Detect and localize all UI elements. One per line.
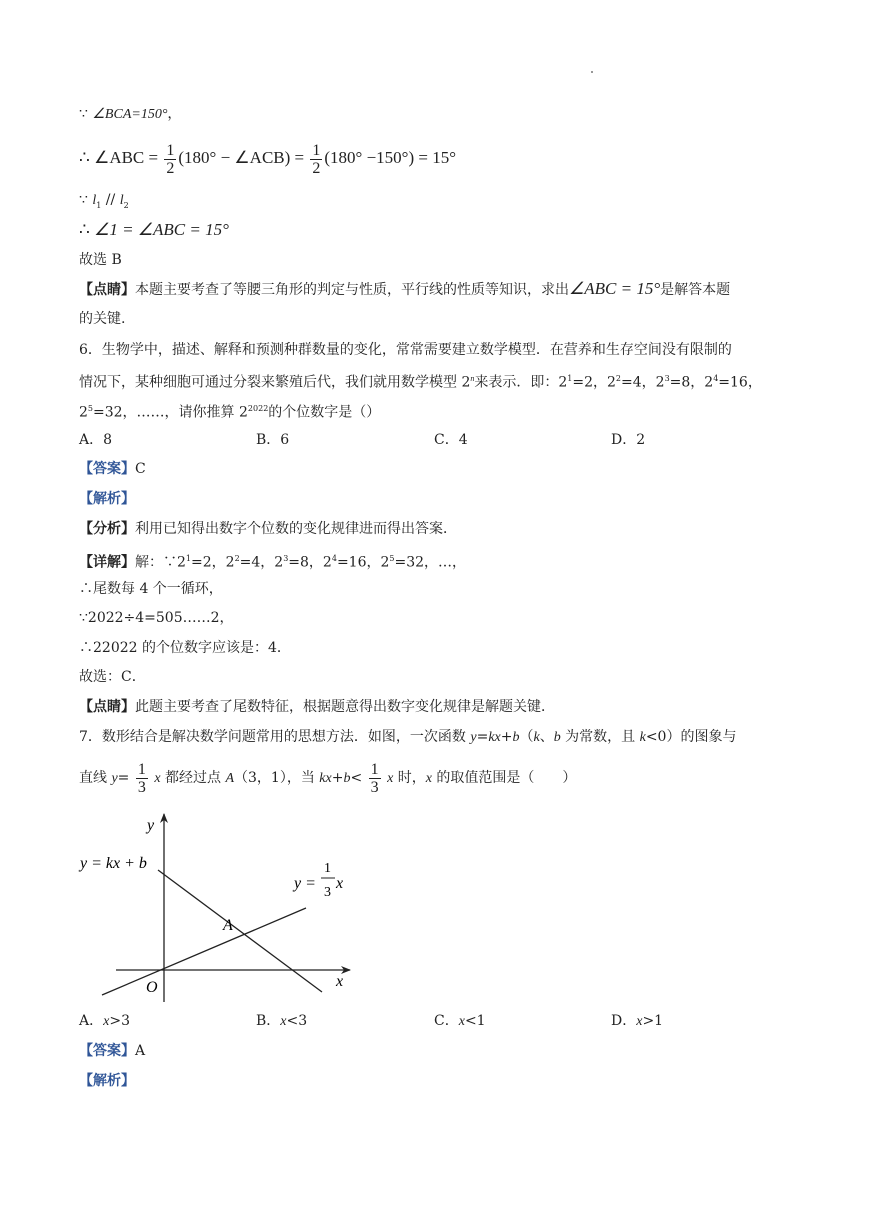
q7-analysis-tag: 【解析】 (79, 1073, 135, 1089)
parallel-lines-line: ∵ $l_1 // l_2$ (79, 192, 129, 210)
point-a-label: A (223, 917, 233, 934)
origin-label: O (146, 979, 158, 996)
q6-stem-line-1: 6．生物学中，描述、解释和预测种群数量的变化，常常需要建立数学模型．在营养和生存空间没有限制的 (79, 342, 732, 358)
q6-option-d[interactable]: D．2 (611, 432, 646, 448)
angle-abc-equation: ∴ ∠ABC = $\frac{1}{2}$ (180° − ∠ACB) = $\frac{1}{2}$ (180° −150°) = 15° (79, 141, 457, 177)
q7-graph-figure (74, 808, 374, 1008)
y-axis-label: y (147, 817, 155, 834)
q6-analysis-tag: 【解析】 (79, 491, 135, 507)
q6-detail-line-3: ∵2022÷4=505……2， (79, 610, 234, 626)
line-one-third-x (102, 908, 306, 995)
line-one-third-label: y = (294, 875, 316, 892)
q6-detail-line-4: ∴22022 的个位数字应该是：4． (79, 640, 291, 656)
x-axis-label: x (336, 973, 344, 990)
q6-option-b[interactable]: B．6 (256, 432, 290, 448)
q6-detail-line-2: ∴尾数每 4 个一循环， (79, 581, 223, 597)
q6-stem-line-3: $2^5=32$，……，请你推算 $2^{2022}$的个位数字是（） (79, 404, 381, 421)
given-angle-line: ∵ ∠BCA=150°， (79, 106, 182, 122)
choose-b-line: 故选 B (79, 252, 122, 268)
remark-line-2: 的关键. (79, 311, 126, 327)
q6-option-c[interactable]: C．4 (434, 432, 468, 448)
q7-option-c[interactable]: C．x<1 (434, 1013, 486, 1029)
q6-remark: 【点睛】此题主要考查了尾数特征，根据题意得出数字变化规律是解题关键． (79, 699, 555, 715)
line-kx-plus-b-label: y = kx + b (80, 855, 147, 872)
fraction-half: $\frac{1}{2}$ (312, 141, 321, 177)
fraction-one-third: $\frac{1}{3}$ (137, 760, 146, 796)
angle-1-equation: ∴ ∠1 = ∠ABC = 15° (79, 220, 229, 239)
fraction-num: 1 (324, 861, 331, 876)
fraction-one-third: $\frac{1}{3}$ (370, 760, 379, 796)
q7-option-b[interactable]: B．x<3 (256, 1013, 308, 1029)
q6-detail: 【详解】解：$\because 2^1=2$，$2^2=4$，$2^3=8$，$2^4=16$，$2^5=32$，…， (79, 554, 467, 571)
q7-stem-line-2: 直线 y= $\frac{1}{3}$ x 都经过点 A（3，1），当 kx+b< $\frac{1}{3}$ x 时，x 的取值范围是（ ） (79, 760, 577, 796)
q7-option-a[interactable]: A．x>3 (79, 1013, 130, 1029)
q7-answer: 【答案】A (79, 1043, 146, 1059)
line-one-third-x-var: x (336, 875, 344, 892)
page-marker-dot (591, 71, 593, 73)
q6-option-a[interactable]: A．8 (79, 432, 113, 448)
q7-stem-line-1: 7．数形结合是解决数学问题常用的思想方法．如图，一次函数 y=kx+b（k、b 为常数，且 k<0）的图象与 (79, 729, 737, 745)
q6-stem-line-2: 情况下，某种细胞可通过分裂来繁殖后代，我们就用数学模型 2$^n$来表示．即：$2^1=2$，$2^2=4$，$2^3=8$，$2^4=16$， (79, 374, 762, 391)
q7-option-d[interactable]: D．x>1 (611, 1013, 664, 1029)
fraction-den: 3 (324, 885, 331, 900)
q6-fenxi: 【分析】利用已知得出数字个位数的变化规律进而得出答案． (79, 521, 457, 537)
q6-choose: 故选：C． (79, 669, 146, 685)
q6-answer: 【答案】C (79, 461, 146, 477)
remark-line-1: 【点睛】本题主要考查了等腰三角形的判定与性质，平行线的性质等知识，求出∠ABC = 15°是解答本题 (79, 279, 731, 298)
fraction-half: $\frac{1}{2}$ (166, 141, 175, 177)
